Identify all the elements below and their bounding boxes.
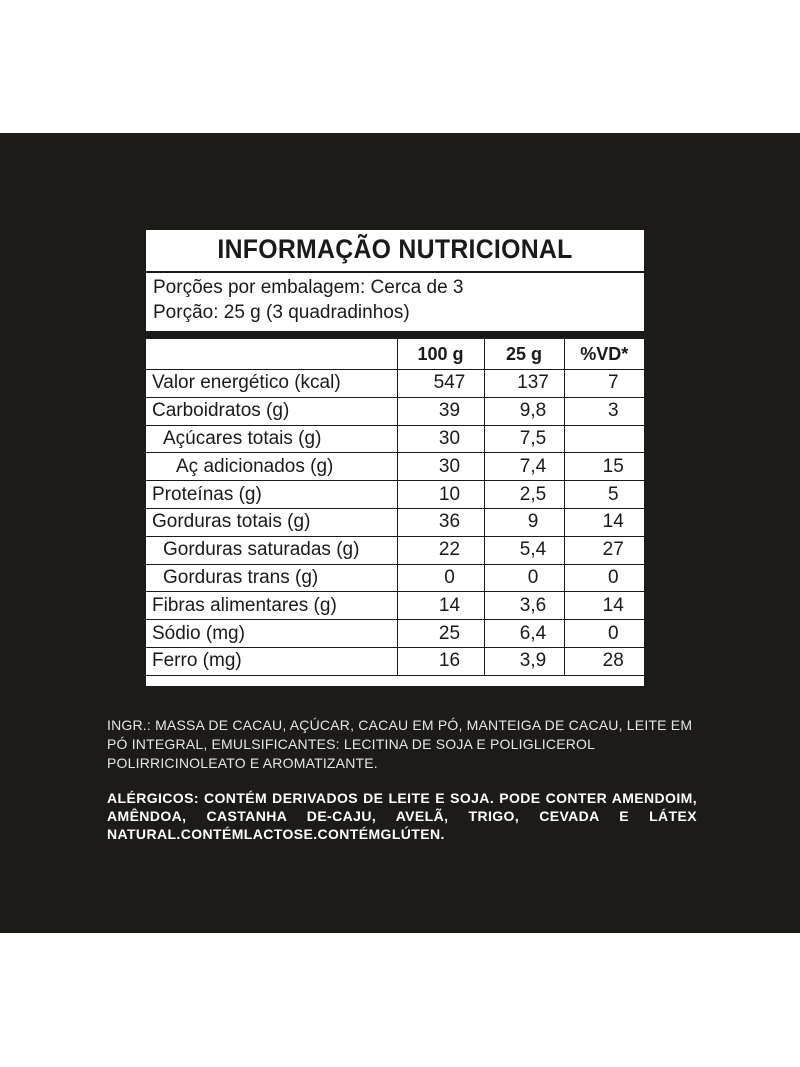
row-per100: 30 (397, 453, 484, 481)
header-vd: %VD* (564, 339, 644, 370)
row-per-serving: 7,5 (484, 425, 564, 453)
table-row (146, 508, 644, 536)
row-name: Gorduras trans (g) (146, 564, 397, 592)
row-name: Valor energético (kcal) (146, 370, 397, 398)
row-vd: 14 (564, 592, 644, 620)
row-per100: 0 (397, 564, 484, 592)
row-vd: 5 (564, 481, 644, 509)
table-row (146, 592, 644, 620)
row-name: Gorduras totais (g) (146, 508, 397, 536)
header-100g: 100 g (397, 339, 484, 370)
header-blank (146, 339, 397, 370)
table-row (146, 536, 644, 564)
row-vd (564, 425, 644, 453)
row-per100: 25 (397, 620, 484, 648)
table-row (146, 564, 644, 592)
label-title: INFORMAÇÃO NUTRICIONAL (217, 234, 573, 264)
serving-size: Porção: 25 g (3 quadradinhos) (153, 302, 410, 323)
serving-divider (146, 331, 644, 339)
row-per100: 547 (397, 370, 484, 398)
ingredients-text: INGR.: MASSA DE CACAU, AÇÚCAR, CACAU EM PÓ, MANTEIGA DE CACAU, LEITE EM PÓ INTEGRAL, EMULSIFICANTES: LECITINA DE SOJA E POLIGLICEROL POLIRRICINOLEATO E AROMATIZANTE. (107, 717, 693, 771)
title-divider (146, 271, 644, 273)
servings-per-package: Porções por embalagem: Cerca de 3 (153, 277, 464, 298)
row-per-serving: 5,4 (484, 536, 564, 564)
row-name: Sódio (mg) (146, 620, 397, 648)
row-name: Carboidratos (g) (146, 397, 397, 425)
table-header-row (146, 339, 644, 370)
row-vd: 15 (564, 453, 644, 481)
row-name: Açúcares totais (g) (146, 425, 397, 453)
table-row (146, 647, 644, 675)
row-name: Ferro (mg) (146, 647, 397, 675)
row-per100: 16 (397, 647, 484, 675)
row-per-serving: 3,9 (484, 647, 564, 675)
row-per-serving: 137 (484, 370, 564, 398)
row-per100: 10 (397, 481, 484, 509)
row-per100: 22 (397, 536, 484, 564)
row-per100: 14 (397, 592, 484, 620)
row-vd: 27 (564, 536, 644, 564)
row-vd: 7 (564, 370, 644, 398)
table-row (146, 370, 644, 398)
row-vd: 3 (564, 397, 644, 425)
row-name: Gorduras saturadas (g) (146, 536, 397, 564)
row-vd: 14 (564, 508, 644, 536)
row-name: Fibras alimentares (g) (146, 592, 397, 620)
nutrition-table (146, 339, 644, 676)
row-per-serving: 2,5 (484, 481, 564, 509)
row-vd: 28 (564, 647, 644, 675)
table-row (146, 425, 644, 453)
row-vd: 0 (564, 564, 644, 592)
header-serving: 25 g (484, 339, 564, 370)
row-per-serving: 9,8 (484, 397, 564, 425)
row-per-serving: 0 (484, 564, 564, 592)
row-per100: 36 (397, 508, 484, 536)
row-name: Proteínas (g) (146, 481, 397, 509)
row-per-serving: 7,4 (484, 453, 564, 481)
table-row (146, 481, 644, 509)
row-name: Aç adicionados (g) (146, 453, 397, 481)
table-row (146, 620, 644, 648)
row-per100: 30 (397, 425, 484, 453)
allergens-text: ALÉRGICOS: CONTÉM DERIVADOS DE LEITE E SOJA. PODE CONTER AMENDOIM, AMÊNDOA, CASTANHA DE-CAJU, AVELÃ, TRIGO, CEVADA E LÁTEX NATURAL.CONTÉMLACTOSE.CONTÉMGLÚTEN. (107, 790, 697, 842)
table-row (146, 397, 644, 425)
nutrition-facts-label (146, 230, 644, 686)
row-per-serving: 6,4 (484, 620, 564, 648)
table-row (146, 453, 644, 481)
row-per100: 39 (397, 397, 484, 425)
row-per-serving: 3,6 (484, 592, 564, 620)
row-per-serving: 9 (484, 508, 564, 536)
row-vd: 0 (564, 620, 644, 648)
